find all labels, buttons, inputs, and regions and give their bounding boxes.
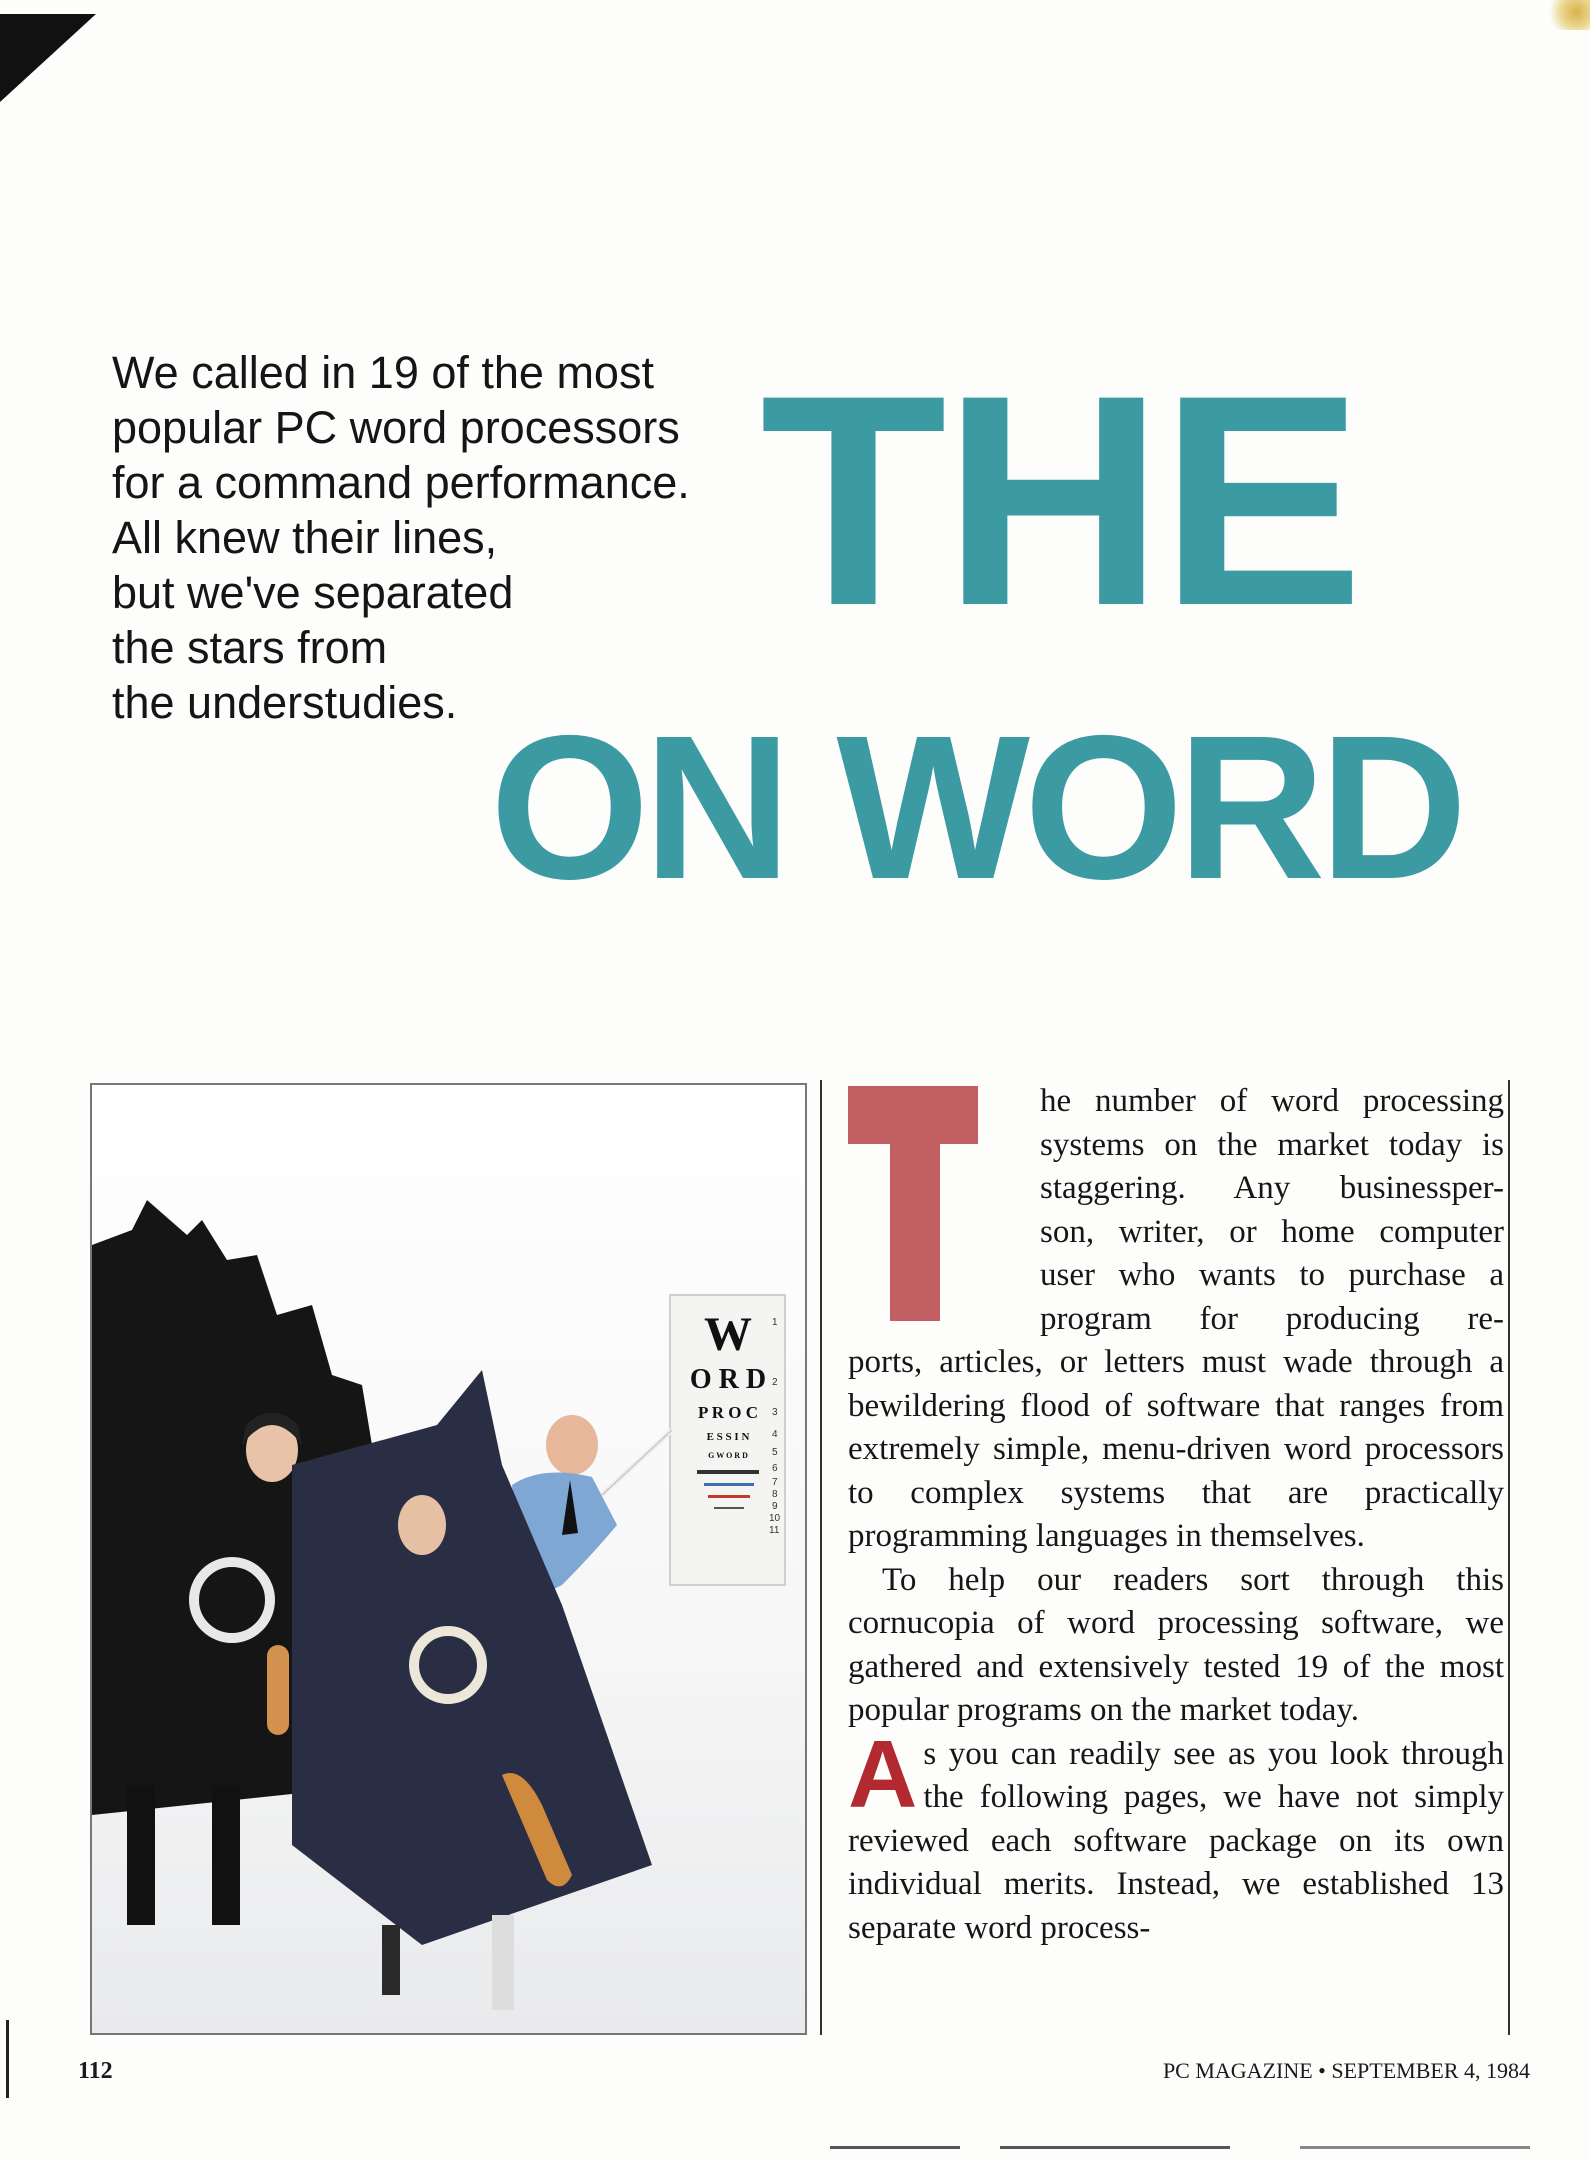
navy-costume-figure — [292, 1370, 652, 2010]
corner-triangle-mark — [0, 14, 96, 102]
deck-line: the understudies. — [112, 677, 458, 728]
deck-line: popular PC word processors — [112, 402, 680, 453]
eye-chart-letter: P R O C — [698, 1403, 758, 1422]
svg-text:5: 5 — [772, 1447, 778, 1458]
deck-line: the stars from — [112, 622, 388, 673]
drop-cap-t-letter: T — [909, 1198, 917, 1209]
margin-bar — [6, 2020, 9, 2098]
article-paragraph-2: To help our readers sort through this cornucopia of word processing software, we gathered and extensively tested 19 of the most popular programs on the market today. — [848, 1561, 1504, 1728]
article-paragraph-1-rest: ports, articles, or letters must wade through a bewildering flood of software that ranges from extremely simple, menu-driven word processors to complex systems that are practically programming languages in themselves. — [848, 1344, 1504, 1554]
article-paragraph-3: As you can readily see as you look through the following pages, we have not simply reviewed each software package on its own individual merits. Instead, we established 13 separate word process- — [848, 1720, 1504, 1946]
bottom-rule — [1000, 2146, 1230, 2149]
drop-cap-a: A — [848, 1720, 918, 1828]
svg-text:4: 4 — [772, 1429, 778, 1440]
deck-text — [112, 345, 752, 730]
svg-text:8: 8 — [772, 1489, 778, 1500]
headline-on-word: ON WORD — [490, 693, 1462, 922]
deck-line: We called in 19 of the most — [112, 347, 654, 398]
svg-text:11: 11 — [769, 1525, 780, 1536]
svg-text:10: 10 — [769, 1513, 781, 1524]
running-footer: PC MAGAZINE • SEPTEMBER 4, 1984 — [1162, 2058, 1530, 2083]
column-rule-left — [820, 1080, 822, 2035]
svg-text:9: 9 — [772, 1501, 778, 1512]
article-body — [848, 1080, 1504, 1950]
svg-text:7: 7 — [772, 1477, 778, 1488]
svg-text:3: 3 — [772, 1407, 778, 1418]
bottom-rule — [1300, 2146, 1530, 2149]
deck-line: for a command performance. — [112, 457, 690, 508]
deck-line: All knew their lines, — [112, 512, 498, 563]
headline-the: THE — [760, 332, 1360, 668]
svg-text:6: 6 — [772, 1463, 778, 1474]
article-paragraph-1: he number of word processing systems on the market today is staggering. Any businessper- son, writer, or home computer user who wants to purchase a program for producing re- ports, articles, or letters must wade through a bewildering flood of software that ranges from extremely simple, menu-driven word processors to complex systems that are practically programming languages in themselves. — [848, 1083, 1504, 1554]
eye-chart-letter: E S S I N — [706, 1431, 750, 1443]
bottom-rule — [830, 2146, 960, 2149]
scan-artifact — [1545, 0, 1590, 30]
deck-line: but we've separated — [112, 567, 514, 618]
photo-illustration — [92, 1085, 805, 2033]
cover-photo — [90, 1083, 807, 2035]
svg-text:2: 2 — [772, 1377, 778, 1388]
eye-chart-letter: O R D — [689, 1364, 767, 1395]
page-number: 112 — [78, 2058, 113, 2084]
column-rule-right — [1508, 1080, 1510, 2035]
eye-chart-letter: G W O R D — [708, 1451, 748, 1460]
svg-text:1: 1 — [772, 1317, 778, 1328]
eye-chart-letter: W — [704, 1308, 752, 1361]
